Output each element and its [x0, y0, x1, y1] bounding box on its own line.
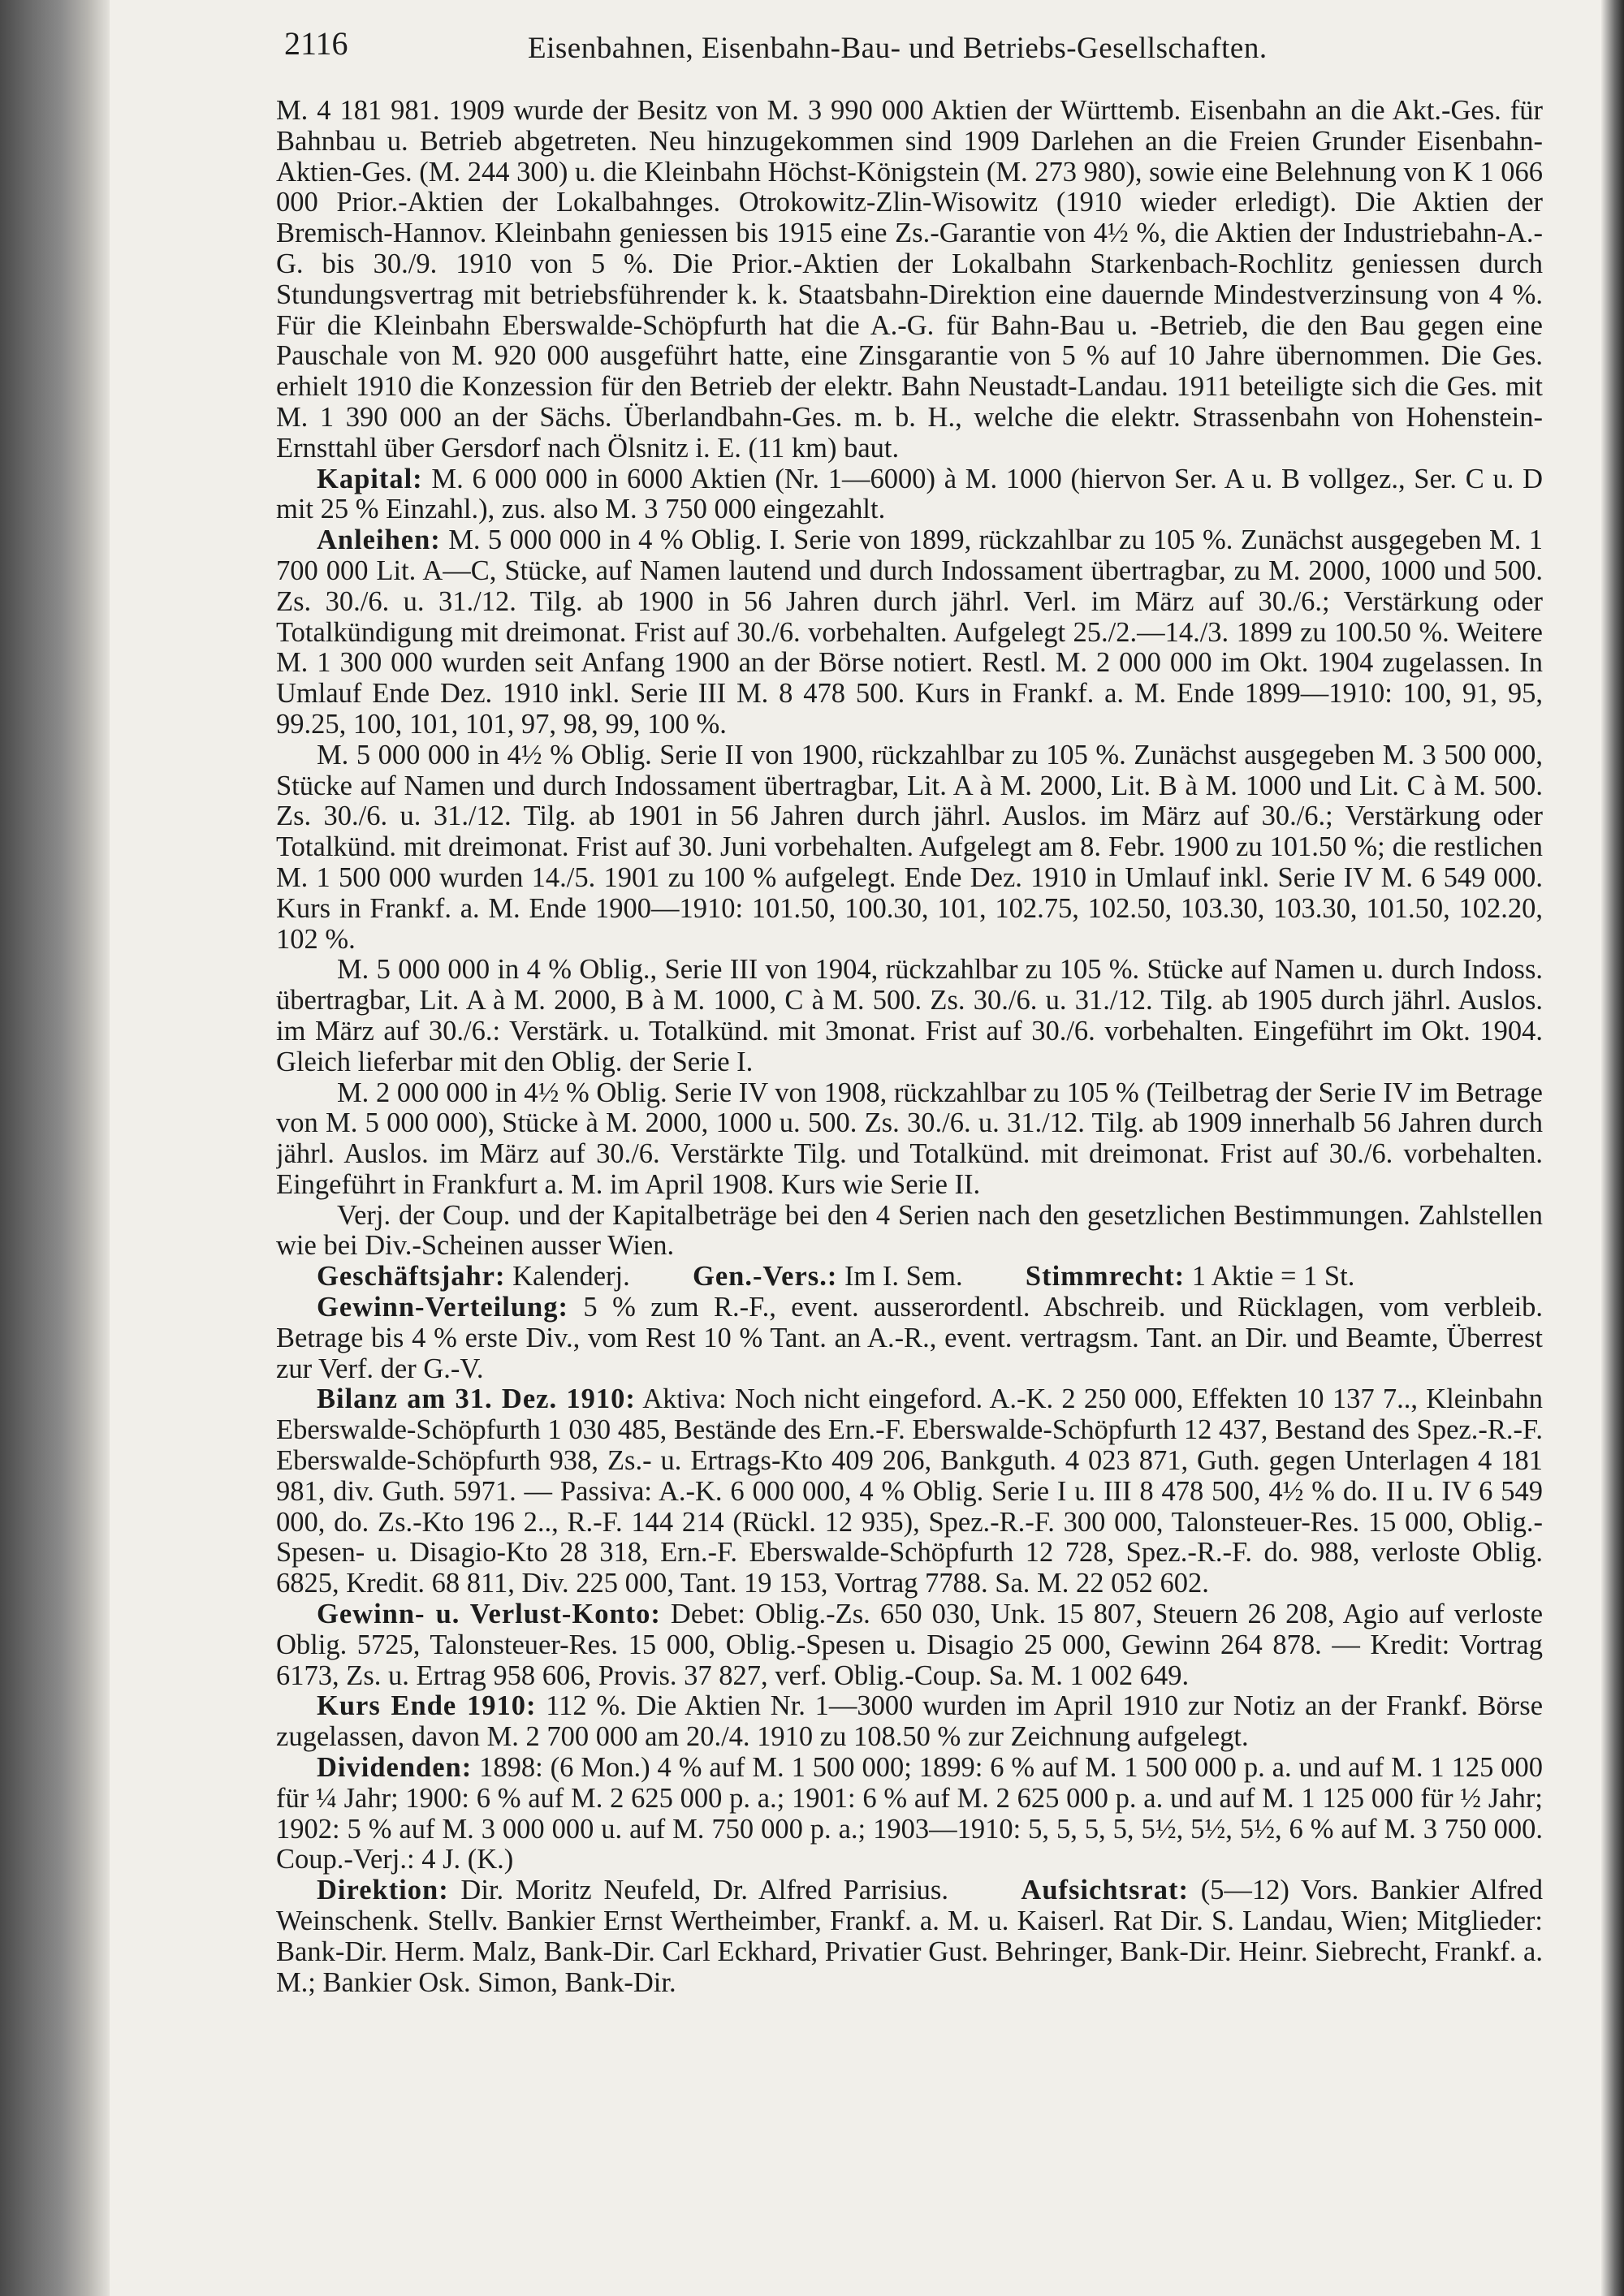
paragraph-text: 112 %. Die Aktien Nr. 1—3000 wurden im April 1910 zur Notiz an der Frankf. Börse zugelassen, davon M. 2 700 000 am 20./4. 1910 zu 108.50 % zur Zeichnung aufgelegt. [276, 1690, 1543, 1753]
paragraph-text: Kalenderj. [512, 1261, 630, 1293]
section-label-aufsichtsrat: Aufsichtsrat: [1021, 1875, 1189, 1906]
section-label: Dividenden: [317, 1752, 473, 1784]
section-label-stimmrecht: Stimmrecht: [1025, 1261, 1186, 1293]
section-label: Gewinn- u. Verlust-Konto: [317, 1599, 661, 1630]
section-label: Anleihen: [317, 524, 441, 556]
page-body [276, 96, 1543, 2288]
paragraph-serie-iii [276, 955, 1543, 1077]
paragraph-kapital [276, 464, 1543, 526]
paragraph-kurs [276, 1691, 1543, 1753]
paragraph-text: Debet: Oblig.-Zs. 650 030, Unk. 15 807, Steuern 26 208, Agio auf verloste Oblig. 5725, Talonsteuer-Res. 15 000, Oblig.-Spesen u. Disagio 25 000, Gewinn 264 878. — Kredit: Vortrag 6173, Zs. u. Ertrag 958 606, Provis. 37 827, verf. Oblig.-Coup. Sa. M. 1 002 649. [276, 1599, 1543, 1691]
paragraph-verjaehrung [276, 1201, 1543, 1262]
paragraph-geschaeftsjahr [276, 1262, 1543, 1293]
paragraph-text: M. 2 000 000 in 4½ % Oblig. Serie IV von 1908, rückzahlbar zu 105 % (Teilbetrag der Serie IV im Betrage von M. 5 000 000), Stücke à M. 2000, 1000 u. 500. Zs. 30./6. u. 31./12. Tilg. ab 1909 innerhalb 56 Jahren durch jährl. Auslos. im März auf 30./6. Verstärkte Tilg. und Totalkünd. mit dreimonat. Frist auf 30./6. vorbehalten. Eingeführt in Frankfurt a. M. im April 1908. Kurs wie Serie II. [276, 1077, 1543, 1200]
paragraph-text: M. 5 000 000 in 4½ % Oblig. Serie II von 1900, rückzahlbar zu 105 %. Zunächst ausgegeben M. 3 500 000, Stücke auf Namen und durch Indossament übertragbar, Lit. A à M. 2000, Lit. B à M. 1000 und Lit. C à M. 500. Zs. 30./6. u. 31./12. Tilg. ab 1901 in 56 Jahren durch jährl. Auslos. im März auf 30./6.; Verstärkung oder Totalkünd. mit dreimonat. Frist auf 30. Juni vorbehalten. Aufgelegt am 8. Febr. 1900 zu 101.50 %; die restlichen M. 1 500 000 wurden 14./5. 1901 zu 100 % aufgelegt. Ende Dez. 1910 in Umlauf inkl. Serie IV M. 6 549 000. Kurs in Frankf. a. M. Ende 1900—1910: 101.50, 100.30, 101, 102.75, 102.50, 103.30, 103.30, 101.50, 102.20, 102 %. [276, 739, 1543, 955]
paragraph-serie-ii [276, 740, 1543, 956]
paragraph-anleihen [276, 525, 1543, 740]
paragraph-gewinn-verlust [276, 1599, 1543, 1691]
paragraph-bilanz [276, 1384, 1543, 1599]
binding-shadow [0, 0, 110, 2296]
section-label-gen-vers: Gen.-Vers.: [692, 1261, 838, 1293]
paragraph-text: M. 4 181 981. 1909 wurde der Besitz von M. 3 990 000 Aktien der Württemb. Eisenbahn an die Akt.-Ges. für Bahnbau u. Betrieb abgetreten. Neu hinzugekommen sind 1909 Darlehen an die Freien Grunder Eisenbahn-Aktien-Ges. (M. 244 300) u. die Kleinbahn Höchst-Königstein (M. 273 980), sowie eine Belehnung von K 1 066 000 Prior.-Aktien der Lokalbahnges. Otrokowitz-Zlin-Wisowitz (1910 wieder erledigt). Die Aktien der Bremisch-Hannov. Kleinbahn geniessen bis 1915 eine Zs.-Garantie von 4½ %, die Aktien der Industriebahn-A.-G. bis 30./9. 1910 von 5 %. Die Prior.-Aktien der Lokalbahn Starkenbach-Rochlitz geniessen durch Stundungsvertrag mit betriebsführender k. k. Staatsbahn-Direktion eine dauernde Mindestverzinsung von 4 %. Für die Kleinbahn Eberswalde-Schöpfurth hat die A.-G. für Bahn-Bau u. -Betrieb, die den Bau gegen eine Pauschale von M. 920 000 ausgeführt hatte, eine Zinsgarantie von 5 % auf 10 Jahre übernommen. Die Ges. erhielt 1910 die Konzession für den Betrieb der elektr. Bahn Neustadt-Landau. 1911 beteiligte sich die Ges. mit M. 1 390 000 an der Sächs. Überlandbahn-Ges. m. b. H., welche die elektr. Strassenbahn von Hohenstein-Ernsttahl über Gersdorf nach Ölsnitz i. E. (11 km) baut. [276, 96, 1543, 464]
paragraph-text: 5 % zum R.-F., event. ausserordentl. Abschreib. und Rücklagen, vom verbleib. Betrage bis 4 % erste Div., vom Rest 10 % Tant. an A.-R., event. vertragsm. Tant. an Dir. und Beamte, Überrest zur Verf. der G.-V. [276, 1292, 1543, 1384]
paragraph-direktion [276, 1875, 1543, 1998]
page-edge-shadow [1601, 0, 1624, 2296]
paragraph-text: M. 6 000 000 in 6000 Aktien (Nr. 1—6000) à M. 1000 (hiervon Ser. A u. B vollgez., Ser. C u. D mit 25 % Einzahl.), zus. also M. 3 750 000 eingezahlt. [276, 463, 1543, 525]
section-label: Gewinn-Verteilung: [317, 1292, 568, 1323]
paragraph-text-gen-vers: Im I. Sem. [844, 1261, 963, 1293]
paragraph-text: Verj. der Coup. und der Kapitalbeträge bei den 4 Serien nach den gesetzlichen Bestimmungen. Zahlstellen wie bei Div.-Scheinen ausser Wien. [276, 1199, 1543, 1262]
paragraph-serie-iv [276, 1078, 1543, 1201]
paragraph-text: M. 5 000 000 in 4 % Oblig. I. Serie von 1899, rückzahlbar zu 105 %. Zunächst ausgegeben M. 1 700 000 Lit. A—C, Stücke, auf Namen lautend und durch Indossament übertragbar, zu M. 2000, 1000 und 500. Zs. 30./6. u. 31./12. Tilg. ab 1900 in 56 Jahren durch jährl. Verl. im März auf 30./6.; Verstärkung oder Totalkündigung mit dreimonat. Frist auf 30./6. vorbehalten. Aufgelegt 25./2.—14./3. 1899 zu 100.50 %. Weitere M. 1 300 000 wurden seit Anfang 1900 an der Börse notiert. Restl. M. 2 000 000 im Okt. 1904 zugelassen. In Umlauf Ende Dez. 1910 inkl. Serie III M. 8 478 500. Kurs in Frankf. a. M. Ende 1899—1910: 100, 91, 95, 99.25, 100, 101, 101, 97, 98, 99, 100 %. [276, 524, 1543, 740]
section-label: Bilanz am 31. Dez. 1910: [317, 1383, 636, 1415]
paragraph-gewinn-verteilung [276, 1293, 1543, 1384]
section-label: Kapital: [317, 463, 423, 494]
paragraph-text: Aktiva: Noch nicht eingeford. A.-K. 2 250 000, Effekten 10 137 7.., Kleinbahn Eberswalde-Schöpfurth 1 030 485, Bestände des Ern.-F. Eberswalde-Schöpfurth 12 437, Bestand des Spez.-R.-F. Eberswalde-Schöpfurth 938, Zs.- u. Ertrags-Kto 409 206, Bankguth. 4 023 871, Guth. gegen Unterlagen 4 181 981, div. Guth. 5971. — Passiva: A.-K. 6 000 000, 4 % Oblig. Serie I u. III 8 478 500, 4½ % do. II u. IV 6 549 000, do. Zs.-Kto 196 2.., R.-F. 144 214 (Rückl. 12 935), Spez.-R.-F. 300 000, Talonsteuer-Res. 15 000, Oblig.-Spesen- u. Disagio-Kto 28 318, Ern.-F. Eberswalde-Schöpfurth 12 728, Spez.-R.-F. do. 988, verloste Oblig. 6825, Kredit. 68 811, Div. 225 000, Tant. 19 153, Vortrag 7788. Sa. M. 22 052 602. [276, 1383, 1543, 1599]
page-number: 2116 [284, 25, 348, 62]
paragraph-text-stimmrecht: 1 Aktie = 1 St. [1191, 1261, 1355, 1293]
section-label: Geschäftsjahr: [317, 1261, 506, 1293]
paragraph-text-aufsichtsrat: (5—12) Vors. Bankier Alfred Weinschenk. Stellv. Bankier Ernst Wertheimber, Frankf. a. M. u. Kaiserl. Rat Dir. S. Landau, Wien; Mitglieder: Bank-Dir. Herm. Malz, Bank-Dir. Carl Eckhard, Privatier Gust. Behringer, Bank-Dir. Heinr. Siebrecht, Frankf. a. M.; Bankier Osk. Simon, Bank-Dir. [276, 1875, 1543, 1998]
paragraph-besitz [276, 96, 1543, 464]
paragraph-dividenden [276, 1753, 1543, 1875]
paragraph-text: M. 5 000 000 in 4 % Oblig., Serie III von 1904, rückzahlbar zu 105 %. Stücke auf Namen u. durch Indoss. übertragbar, Lit. A à M. 2000, B à M. 1000, C à M. 500. Zs. 30./6. u. 31./12. Tilg. ab 1905 durch jährl. Auslos. im März auf 30./6.: Verstärk. u. Totalkünd. mit 3monat. Frist auf 30./6. vorbehalten. Eingeführt im Okt. 1904. Gleich lieferbar mit den Oblig. der Serie I. [276, 954, 1543, 1077]
section-label: Kurs Ende 1910: [317, 1690, 537, 1722]
running-title: Eisenbahnen, Eisenbahn-Bau- und Betriebs-Gesellschaften. [528, 32, 1268, 65]
paragraph-text: Dir. Moritz Neufeld, Dr. Alfred Parrisius. [460, 1875, 948, 1906]
paragraph-text: 1898: (6 Mon.) 4 % auf M. 1 500 000; 1899: 6 % auf M. 1 500 000 p. a. und auf M. 1 125 000 für ¼ Jahr; 1900: 6 % auf M. 2 625 000 p. a.; 1901: 6 % auf M. 2 625 000 p. a. und auf M. 1 125 000 für ½ Jahr; 1902: 5 % auf M. 3 000 000 u. auf M. 750 000 p. a.; 1903—1910: 5, 5, 5, 5, 5½, 5½, 5½, 6 % auf M. 3 750 000. Coup.-Verj.: 4 J. (K.) [276, 1752, 1543, 1875]
section-label: Direktion: [317, 1875, 449, 1906]
